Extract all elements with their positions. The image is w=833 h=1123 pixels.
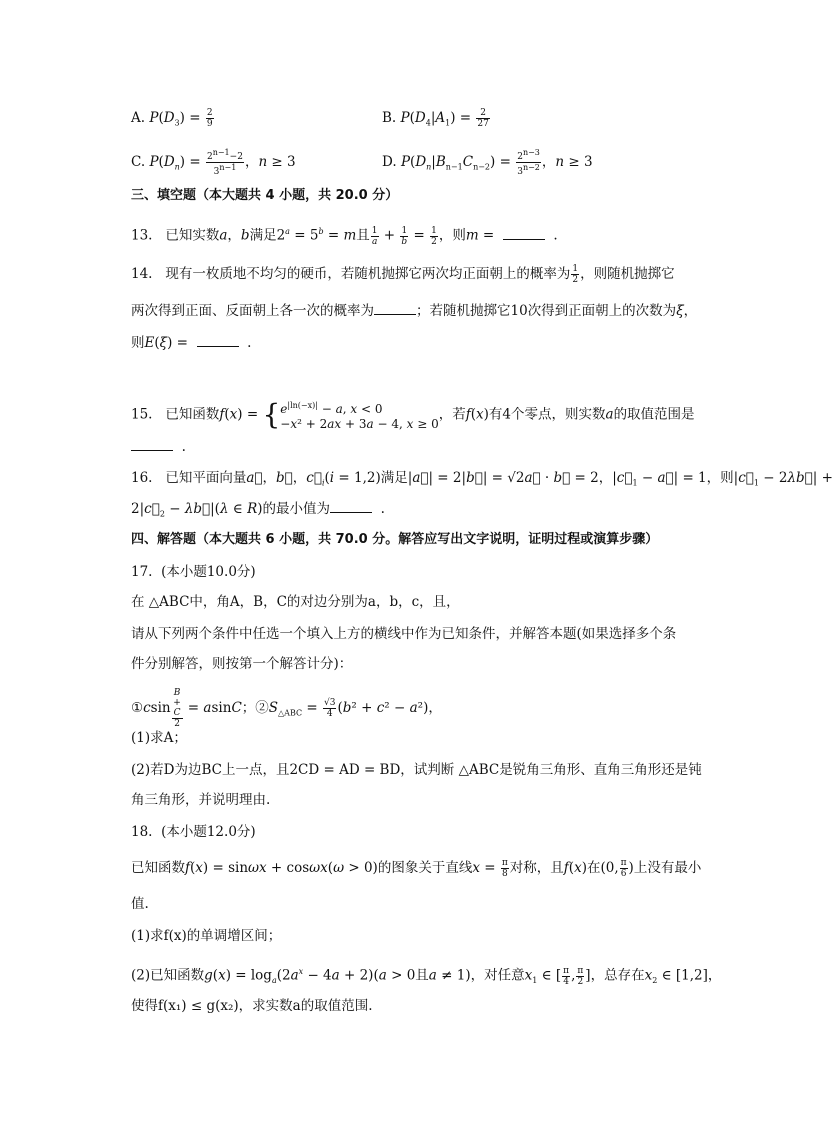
question-16-line-1: 16. 已知平面向量a⃗，b⃗，$c⃗_i(i = 1,2)$满足|a⃗| = 2|b⃗| = √2a⃗ · b⃗ = 2，$|c⃗_1$ − a⃗| = 1，则$|c⃗_1$ − 2λb⃗| +	[131, 470, 833, 488]
question-17-part-1: (1)求A；	[131, 730, 187, 746]
answer-blank[interactable]	[374, 300, 416, 315]
question-18-part-1: (1)求f(x)的单调增区间；	[131, 928, 282, 944]
question-18-part-2-line-2: 使得f(x₁) ≤ g(x₂)，求实数a的取值范围.	[131, 998, 373, 1014]
option-c-label: C.	[131, 154, 146, 170]
question-17-line-1: 在 △ABC中，角A，B，C的对边分别为a，b，c，且，	[131, 594, 460, 610]
question-17-line-2: 请从下列两个条件中任选一个填入上方的横线中作为已知条件，并解答本题(如果选择多个条	[131, 626, 677, 642]
option-c: C. $P(D_n)$ = $\frac{2^{n-1}-2}{3^{n-1}}$ ，n ≥ 3	[131, 148, 296, 177]
option-b-label: B.	[382, 110, 397, 126]
question-14-line-1: 14. 现有一枚质地不均匀的硬币，若随机抛掷它两次均正面朝上的概率为 $\frac{1}{2}$ ，则随机抛掷它	[131, 264, 675, 285]
question-17-line-3: 件分别解答，则按第一个解答计分)：	[131, 656, 353, 672]
answer-blank[interactable]	[131, 436, 173, 451]
question-15-line-2: .	[131, 436, 186, 457]
question-13: 13. 已知实数a，b满足$2^a = 5^b = m$且 $\frac{1}{a}$ + $\frac{1}{b}$ = $\frac{1}{2}$ ，则m = .	[131, 225, 558, 247]
question-15: 15. 已知函数f(x) = { $e^{|ln(-x)|} - a$, x < 0 −x² + 2ax + 3a − 4, x ≥ 0 ，若f(x)有4个零点，则实数a的取值范围是	[131, 398, 695, 431]
question-18-title: 18. (本小题12.0分)	[131, 824, 256, 840]
question-17-part-2a: (2)若D为边BC上一点，且2CD = AD = BD，试判断 △ABC是锐角三角形、直角三角形还是钝	[131, 762, 702, 778]
section-fill-blank-heading: 三、填空题（本大题共 4 小题，共 20.0 分）	[131, 188, 399, 203]
question-18-line-1: 已知函数f(x) = sinωx + cosωx(ω > 0)的图象关于直线x = $\frac{\pi}{8}$ 对称，且f(x)在(0, $\frac{\pi}{6}$ )上没有最小	[131, 858, 702, 879]
option-b: B. $P(D_4|A_1)$ = $\frac{2}{27}$	[382, 108, 489, 129]
option-a-label: A.	[131, 110, 146, 126]
answer-blank[interactable]	[197, 332, 239, 347]
option-d-label: D.	[382, 154, 397, 170]
question-14-line-2: 两次得到正面、反面朝上各一次的概率为 ；若随机抛掷它10次得到正面朝上的次数为ξ，	[131, 300, 697, 321]
section-answer-heading: 四、解答题（本大题共 6 小题，共 70.0 分。解答应写出文字说明，证明过程或演算步骤）	[131, 532, 659, 547]
answer-blank[interactable]	[503, 225, 545, 240]
question-17-part-2b: 角三角形，并说明理由.	[131, 792, 271, 808]
question-17-conditions: ①csin B + C 2 = asinC；$②S_{\triangle ABC}$ = $\frac{√3}{4}$ (b² + c² − a²)，	[131, 688, 442, 729]
question-18-line-2: 值.	[131, 896, 149, 912]
option-a: A. $P(D_3)$ = $\frac{2}{9}$	[131, 108, 213, 129]
answer-blank[interactable]	[330, 498, 372, 513]
question-16-line-2: $2|c⃗_2$ − λb⃗|(λ ∈ R)的最小值为 .	[131, 498, 385, 525]
question-17-title: 17. (本小题10.0分)	[131, 564, 256, 580]
question-18-part-2: (2)已知函数$g(x) = \log_a(2a^x - 4a + 2)(a > 0$且a ≠ 1)，对任意$x_1$ ∈ [ $\frac{\pi}{4}$ , $\frac{\pi}{2}$ ]，总存在$x_2$ ∈ [1,2]，	[131, 965, 722, 987]
question-14-line-3: 则E(ξ) = .	[131, 332, 251, 353]
option-d: D. $P(D_n|B_{n-1}C_{n-2})$ = $\frac{2^{n-3}}{3^{n-2}}$ ，n ≥ 3	[382, 148, 593, 177]
